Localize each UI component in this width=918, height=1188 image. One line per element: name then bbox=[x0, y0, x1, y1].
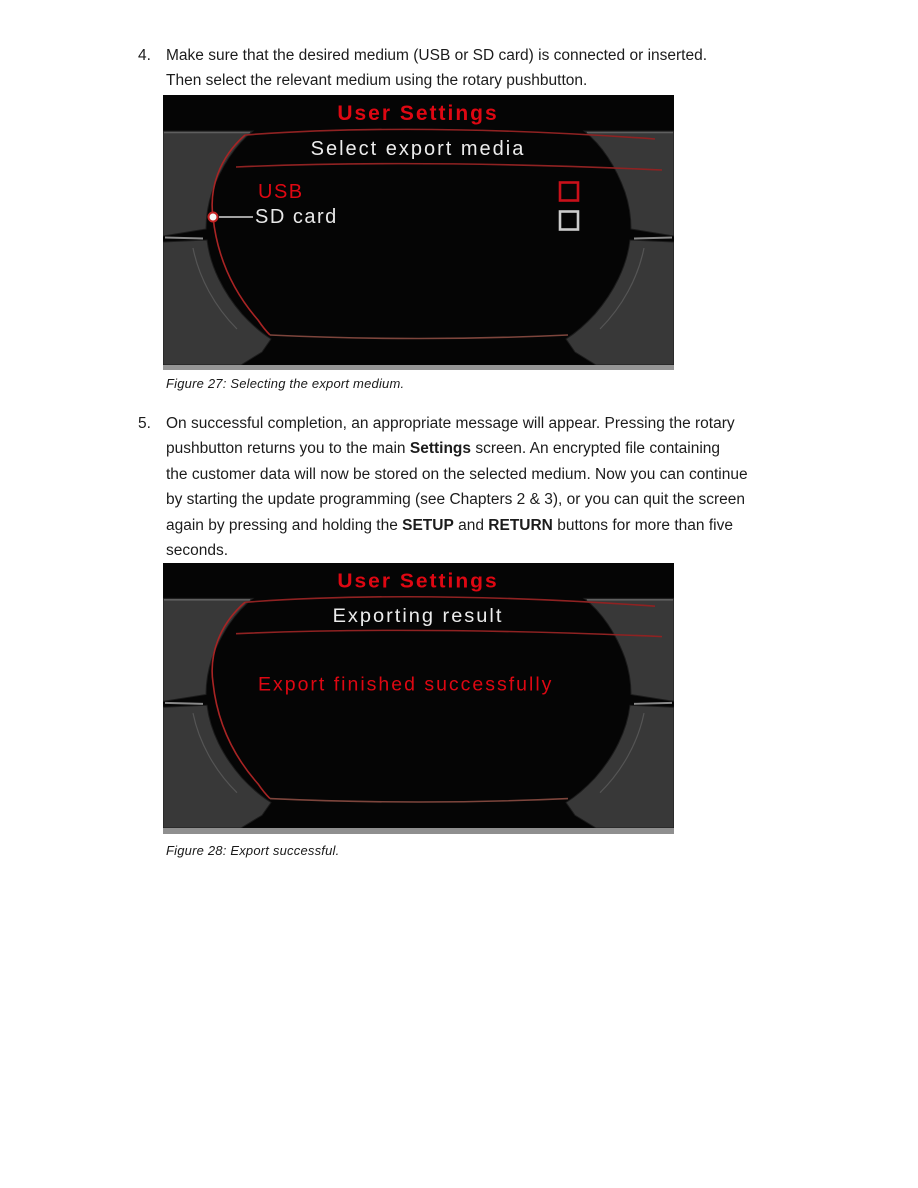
screen-title: User Settings bbox=[337, 569, 499, 593]
list-item-usb: USB bbox=[258, 181, 304, 203]
mmi-display-select-export-media bbox=[163, 95, 674, 365]
step-5 bbox=[138, 411, 778, 563]
step-4-line-2: Then select the relevant medium using the rotary pushbutton. bbox=[166, 72, 588, 90]
figure-28-caption: Figure 28: Export successful. bbox=[166, 843, 340, 858]
step-4 bbox=[138, 43, 778, 94]
step-4-line-1: Make sure that the desired medium (USB or SD card) is connected or inserted. bbox=[166, 47, 708, 64]
screen-title: User Settings bbox=[337, 102, 499, 125]
list-item-sd-card: SD card bbox=[255, 206, 338, 228]
step-5-number: 5. bbox=[138, 415, 151, 432]
mmi-display-exporting-result bbox=[163, 563, 674, 828]
step-4-number: 4. bbox=[138, 47, 151, 64]
step-5-line-5: again by pressing and holding the SETUP and RETURN buttons for more than five bbox=[166, 516, 733, 534]
figure-28-image bbox=[163, 563, 674, 834]
step-4-text bbox=[166, 43, 778, 94]
step-5-line-3: the customer data will now be stored on the selected medium. Now you can continue bbox=[166, 465, 748, 483]
selector-dot-icon bbox=[209, 213, 218, 222]
screen-subtitle: Exporting result bbox=[332, 605, 504, 627]
step-5-line-6: seconds. bbox=[166, 542, 229, 560]
screen-subtitle: Select export media bbox=[310, 138, 526, 160]
figure-27-image bbox=[163, 95, 674, 370]
step-5-text bbox=[166, 411, 778, 563]
figure-27-caption: Figure 27: Selecting the export medium. bbox=[166, 376, 405, 391]
step-5-line-4: by starting the update programming (see Chapters 2 & 3), or you can quit the screen bbox=[166, 491, 745, 509]
step-5-line-1: On successful completion, an appropriate message will appear. Pressing the rotary bbox=[166, 415, 735, 432]
step-5-line-2: pushbutton returns you to the main Settings screen. An encrypted file containing bbox=[166, 440, 721, 458]
export-result-message: Export finished successfully bbox=[258, 674, 554, 696]
